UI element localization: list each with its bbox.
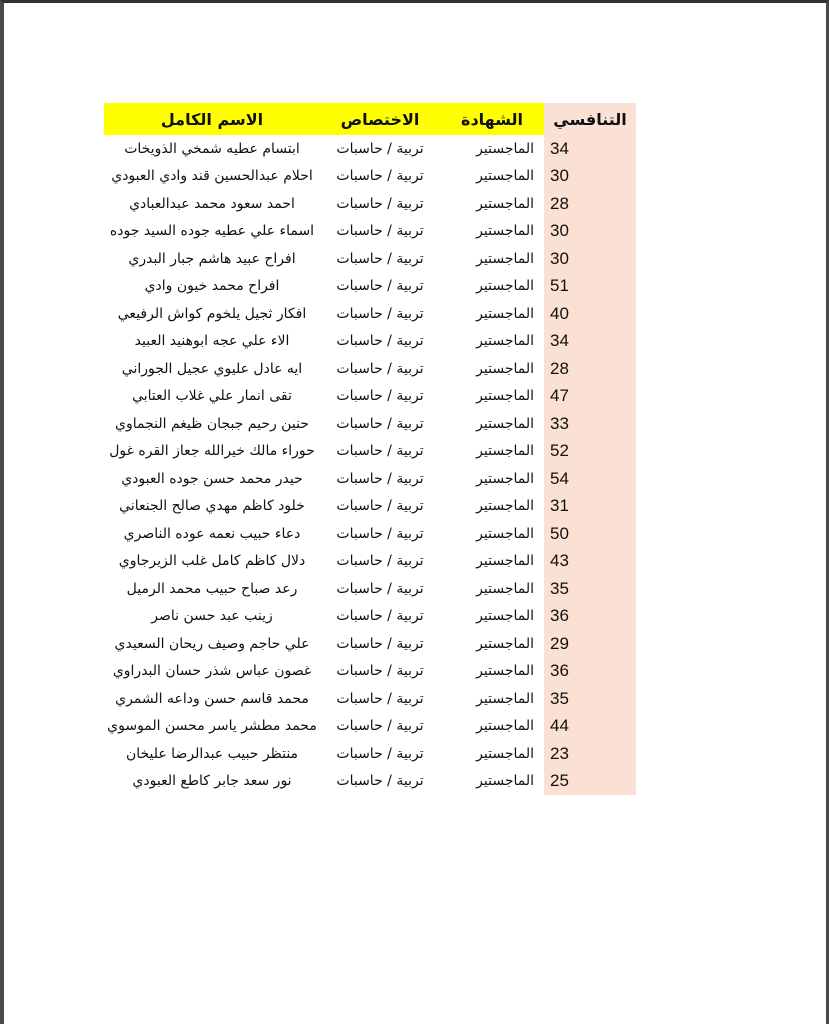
cell-name: احمد سعود محمد عبدالعبادي xyxy=(129,195,295,212)
cell-degree: الماجستير xyxy=(476,525,534,542)
header-major: الاختصاص xyxy=(320,103,440,135)
cell-score: 51 xyxy=(544,273,636,301)
cell-degree: الماجستير xyxy=(476,553,534,570)
cell-degree: الماجستير xyxy=(476,250,534,267)
cell-degree: الماجستير xyxy=(476,223,534,240)
cell-major: تربية / حاسبات xyxy=(336,415,424,432)
cell-degree: الماجستير xyxy=(476,415,534,432)
cell-major: تربية / حاسبات xyxy=(336,388,424,405)
cell-score: 50 xyxy=(544,520,636,548)
table-header-row xyxy=(104,103,636,135)
cell-major: تربية / حاسبات xyxy=(336,690,424,707)
cell-degree: الماجستير xyxy=(476,388,534,405)
cell-major: تربية / حاسبات xyxy=(336,250,424,267)
results-table xyxy=(104,103,636,795)
cell-score: 54 xyxy=(544,465,636,493)
cell-degree: الماجستير xyxy=(476,773,534,790)
cell-major: تربية / حاسبات xyxy=(336,195,424,212)
cell-score: 28 xyxy=(544,355,636,383)
cell-name: رعد صباح حبيب محمد الرميل xyxy=(126,580,298,597)
cell-major: تربية / حاسبات xyxy=(336,580,424,597)
cell-score: 25 xyxy=(544,768,636,796)
cell-major: تربية / حاسبات xyxy=(336,140,424,157)
table-row xyxy=(104,355,636,383)
cell-score: 30 xyxy=(544,163,636,191)
cell-name: منتظر حبيب عبدالرضا عليخان xyxy=(125,745,299,762)
table-row xyxy=(104,218,636,246)
cell-name: دلال كاظم كامل غلب الزيرجاوي xyxy=(118,553,306,570)
cell-name: افراح عبيد هاشم جبار البدري xyxy=(128,250,296,267)
cell-name: اسماء علي عطيه جوده السيد جوده xyxy=(109,223,315,240)
table-body xyxy=(104,135,636,795)
cell-degree: الماجستير xyxy=(476,745,534,762)
cell-score: 31 xyxy=(544,493,636,521)
cell-score: 30 xyxy=(544,245,636,273)
cell-major: تربية / حاسبات xyxy=(336,223,424,240)
cell-major: تربية / حاسبات xyxy=(336,278,424,295)
table-row xyxy=(104,685,636,713)
cell-name: محمد مطشر ياسر محسن الموسوي xyxy=(107,718,317,735)
cell-degree: الماجستير xyxy=(476,443,534,460)
cell-degree: الماجستير xyxy=(476,718,534,735)
table-row xyxy=(104,520,636,548)
cell-major: تربية / حاسبات xyxy=(336,553,424,570)
cell-major: تربية / حاسبات xyxy=(336,470,424,487)
table-row xyxy=(104,630,636,658)
cell-degree: الماجستير xyxy=(476,305,534,322)
cell-name: نور سعد جابر كاطع العبودي xyxy=(132,773,292,790)
table-row xyxy=(104,575,636,603)
cell-degree: الماجستير xyxy=(476,195,534,212)
cell-name: علي حاجم وصيف ريحان السعيدي xyxy=(114,635,310,652)
table-row xyxy=(104,438,636,466)
cell-degree: الماجستير xyxy=(476,360,534,377)
cell-degree: الماجستير xyxy=(476,470,534,487)
cell-name: غصون عباس شذر حسان البدراوي xyxy=(112,663,312,680)
cell-degree: الماجستير xyxy=(476,663,534,680)
cell-score: 33 xyxy=(544,410,636,438)
cell-score: 47 xyxy=(544,383,636,411)
table-row xyxy=(104,740,636,768)
cell-name: الاء علي عجه ابوهنيد العبيد xyxy=(134,333,290,350)
cell-score: 34 xyxy=(544,328,636,356)
cell-name: حوراء مالك خيرالله جعاز القره غول xyxy=(109,443,315,460)
cell-major: تربية / حاسبات xyxy=(336,663,424,680)
cell-score: 44 xyxy=(544,713,636,741)
cell-major: تربية / حاسبات xyxy=(336,360,424,377)
cell-score: 52 xyxy=(544,438,636,466)
table-row xyxy=(104,245,636,273)
cell-score: 34 xyxy=(544,135,636,163)
cell-score: 30 xyxy=(544,218,636,246)
cell-degree: الماجستير xyxy=(476,140,534,157)
cell-name: افراح محمد خيون وادي xyxy=(144,278,280,295)
header-score: التنافسي xyxy=(544,103,636,135)
cell-name: حنين رحيم جبجان ظيغم النجماوي xyxy=(115,415,309,432)
cell-degree: الماجستير xyxy=(476,635,534,652)
cell-score: 40 xyxy=(544,300,636,328)
table-row xyxy=(104,493,636,521)
header-degree: الشهادة xyxy=(440,103,544,135)
cell-score: 36 xyxy=(544,658,636,686)
cell-degree: الماجستير xyxy=(476,278,534,295)
cell-name: دعاء حبيب نعمه عوده الناصري xyxy=(123,525,301,542)
cell-name: حيدر محمد حسن جوده العبودي xyxy=(121,470,303,487)
cell-score: 35 xyxy=(544,575,636,603)
cell-name: تقى انمار علي غلاب العتابي xyxy=(132,388,292,405)
cell-degree: الماجستير xyxy=(476,608,534,625)
cell-name: خلود كاظم مهدي صالح الجنعاني xyxy=(119,498,305,515)
cell-score: 43 xyxy=(544,548,636,576)
table-row xyxy=(104,383,636,411)
cell-degree: الماجستير xyxy=(476,498,534,515)
cell-degree: الماجستير xyxy=(476,690,534,707)
cell-major: تربية / حاسبات xyxy=(336,333,424,350)
cell-degree: الماجستير xyxy=(476,168,534,185)
cell-major: تربية / حاسبات xyxy=(336,745,424,762)
cell-name: افكار ثجيل يلخوم كواش الرفيعي xyxy=(117,305,307,322)
table-row xyxy=(104,603,636,631)
cell-major: تربية / حاسبات xyxy=(336,718,424,735)
cell-major: تربية / حاسبات xyxy=(336,525,424,542)
table-row xyxy=(104,465,636,493)
table-row xyxy=(104,658,636,686)
cell-score: 29 xyxy=(544,630,636,658)
cell-major: تربية / حاسبات xyxy=(336,608,424,625)
cell-major: تربية / حاسبات xyxy=(336,305,424,322)
table-row xyxy=(104,713,636,741)
cell-name: احلام عبدالحسين قند وادي العبودي xyxy=(111,168,313,185)
table-row xyxy=(104,328,636,356)
cell-major: تربية / حاسبات xyxy=(336,498,424,515)
table-row xyxy=(104,163,636,191)
cell-score: 36 xyxy=(544,603,636,631)
cell-name: محمد قاسم حسن وداعه الشمري xyxy=(115,690,309,707)
cell-score: 35 xyxy=(544,685,636,713)
header-name: الاسم الكامل xyxy=(104,103,320,135)
table-row xyxy=(104,273,636,301)
cell-degree: الماجستير xyxy=(476,580,534,597)
table-row xyxy=(104,190,636,218)
table-row xyxy=(104,768,636,796)
table-row xyxy=(104,410,636,438)
cell-major: تربية / حاسبات xyxy=(336,773,424,790)
cell-name: ايه عادل عليوي عجيل الجوراني xyxy=(121,360,303,377)
cell-major: تربية / حاسبات xyxy=(336,168,424,185)
cell-major: تربية / حاسبات xyxy=(336,443,424,460)
cell-score: 23 xyxy=(544,740,636,768)
cell-major: تربية / حاسبات xyxy=(336,635,424,652)
table-row xyxy=(104,548,636,576)
cell-name: ابتسام عطيه شمخي الذويخات xyxy=(124,140,300,157)
cell-score: 28 xyxy=(544,190,636,218)
cell-degree: الماجستير xyxy=(476,333,534,350)
cell-name: زينب عبد حسن ناصر xyxy=(151,608,273,625)
table-row xyxy=(104,135,636,163)
table-row xyxy=(104,300,636,328)
